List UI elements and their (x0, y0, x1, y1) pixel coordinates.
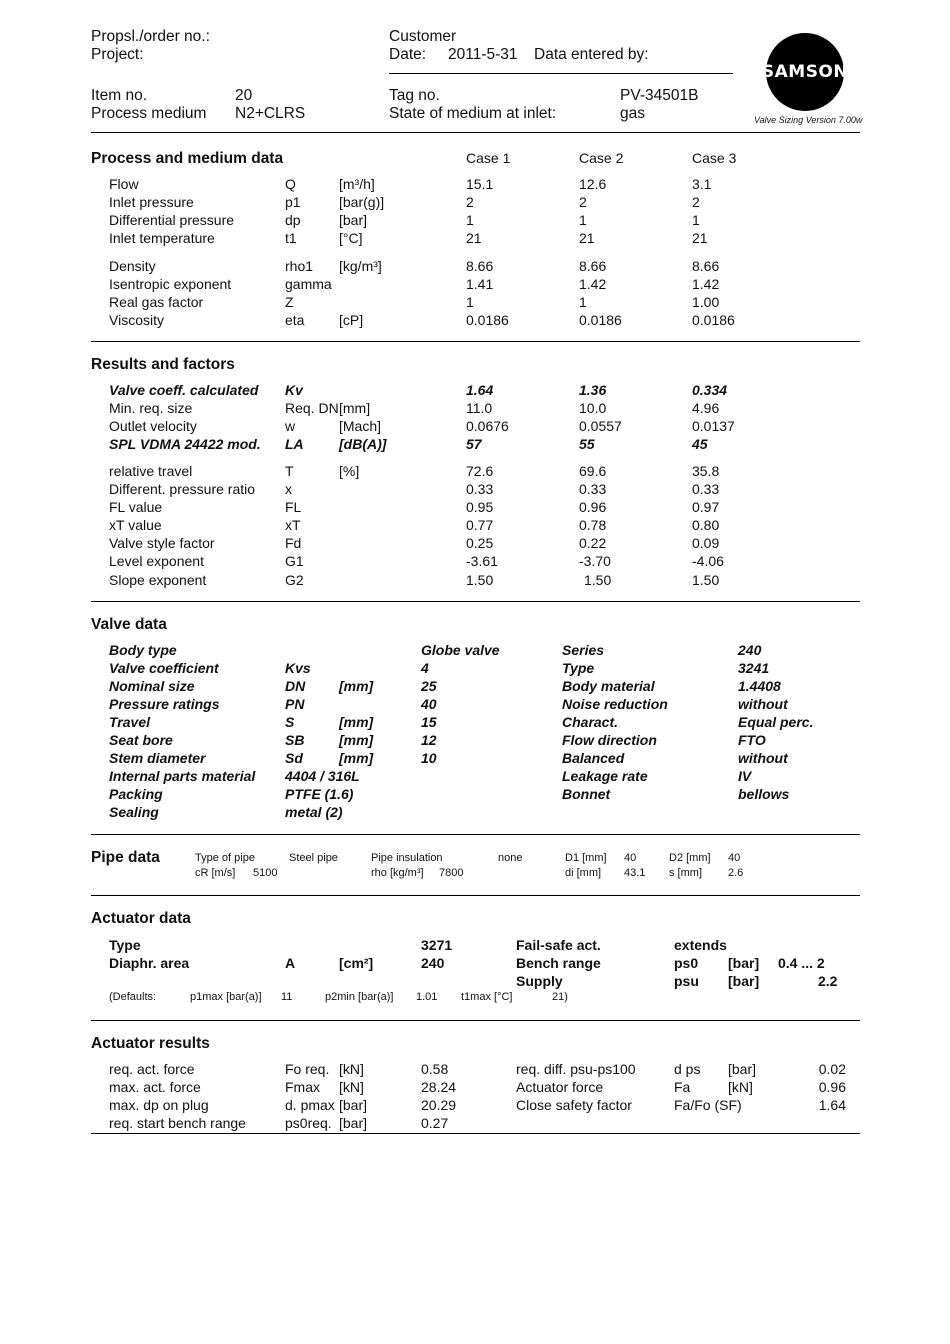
results-row-value: 0.22 (579, 535, 607, 551)
results-row-unit: [dB(A)] (339, 436, 387, 452)
divider (91, 132, 860, 133)
process-row-name: Differential pressure (109, 212, 235, 228)
process-row-unit: [°C] (339, 230, 363, 246)
results-row-value: 0.0137 (692, 418, 735, 434)
results-row-value: 1.64 (466, 382, 494, 398)
process-row-value: 0.0186 (579, 312, 622, 328)
process-row-value: 21 (466, 230, 482, 246)
valve-row-symbol: PTFE (1.6) (285, 786, 354, 802)
results-row-value: 4.96 (692, 400, 720, 416)
process-row-symbol: rho1 (285, 258, 314, 274)
results-row-symbol: G1 (285, 553, 304, 569)
results-row-symbol: T (285, 463, 294, 479)
process-row-value: 2 (579, 194, 587, 210)
valve-spec-value: 3241 (738, 660, 770, 676)
valve-spec-value: 1.4408 (738, 678, 781, 694)
process-row-name: Inlet pressure (109, 194, 194, 210)
valve-row-value: Globe valve (421, 642, 500, 658)
actuator-result-unit: [bar] (339, 1097, 368, 1113)
pipe-rho-label: rho [kg/m³] (371, 867, 424, 879)
supply-symbol: psu (674, 973, 699, 989)
process-row-value: 1.41 (466, 276, 494, 292)
actuator-result-symbol: Fmax (285, 1079, 320, 1095)
results-row-value: -3.70 (579, 553, 611, 569)
process-row-value: 8.66 (466, 258, 494, 274)
pipe-insulation-label: Pipe insulation (371, 852, 443, 864)
process-row-name: Isentropic exponent (109, 276, 232, 292)
pipe-cr-label: cR [m/s] (195, 867, 236, 879)
results-row-symbol: w (285, 418, 296, 434)
case-2-header: Case 2 (579, 150, 624, 166)
process-row-symbol: dp (285, 212, 301, 228)
results-row-symbol: Kv (285, 382, 303, 398)
pipe-d1-value: 40 (624, 852, 637, 864)
results-row-value: 0.95 (466, 499, 494, 515)
supply-unit: [bar] (728, 973, 760, 989)
actuator-result-symbol: Fo req. (285, 1061, 330, 1077)
pipe-insulation-value: none (498, 852, 523, 864)
process-row-unit: [m³/h] (339, 176, 375, 192)
results-row-value: 1.50 (584, 572, 612, 588)
results-row-value: 35.8 (692, 463, 720, 479)
process-row-value: 21 (579, 230, 595, 246)
results-row-unit: [Mach] (339, 418, 382, 434)
process-row-value: 8.66 (692, 258, 720, 274)
process-row-name: Inlet temperature (109, 230, 215, 246)
process-row-unit: [bar(g)] (339, 194, 385, 210)
results-row-symbol: xT (285, 517, 301, 533)
process-row-name: Flow (109, 176, 139, 192)
process-row-value: 0.0186 (692, 312, 735, 328)
valve-spec-value: without (738, 750, 788, 766)
pipe-rho-value: 7800 (439, 867, 464, 879)
date-label: Date: (389, 46, 427, 63)
results-row-value: 1.36 (579, 382, 607, 398)
results-row-value: 1.50 (466, 572, 494, 588)
process-row-value: 2 (466, 194, 474, 210)
valve-row-symbol: Kvs (285, 660, 311, 676)
process-row-symbol: Z (285, 294, 294, 310)
valve-row-symbol: 4404 / 316L (285, 768, 360, 784)
results-row-symbol: G2 (285, 572, 304, 588)
actuator-result-name: req. start bench range (109, 1115, 246, 1131)
results-row-value: 0.0557 (579, 418, 622, 434)
valve-row-symbol: SB (285, 732, 305, 748)
valve-row-name: Nominal size (109, 678, 195, 694)
actuator-result-unit: [bar] (728, 1061, 757, 1077)
results-row-name: Slope exponent (109, 572, 207, 588)
supply-value: 2.2 (818, 973, 838, 989)
valve-row-unit: [mm] (339, 678, 374, 694)
valve-spec-name: Series (562, 642, 605, 658)
results-row-value: 0.33 (692, 481, 720, 497)
valve-title: Valve data (91, 616, 167, 633)
tag-label: Tag no. (389, 87, 440, 104)
valve-row-value: 40 (421, 696, 437, 712)
actuator-type-label: Type (109, 937, 141, 953)
results-row-symbol: Req. DN (285, 400, 339, 416)
process-row-symbol: p1 (285, 194, 301, 210)
results-row-unit: [mm] (339, 400, 371, 416)
valve-row-value: 4 (421, 660, 429, 676)
actuator-result-name: Actuator force (516, 1079, 604, 1095)
valve-row-symbol: S (285, 714, 295, 730)
project-label: Project: (91, 46, 144, 63)
results-row-name: Level exponent (109, 553, 204, 569)
process-row-value: 21 (692, 230, 708, 246)
diaphragm-area-label: Diaphr. area (109, 955, 190, 971)
valve-row-value: 12 (421, 732, 437, 748)
results-row-unit: [%] (339, 463, 360, 479)
process-row-name: Viscosity (109, 312, 164, 328)
results-row-name: xT value (109, 517, 162, 533)
results-row-name: SPL VDMA 24422 mod. (109, 436, 261, 452)
item-value: 20 (235, 87, 253, 104)
actuator-result-symbol: d ps (674, 1061, 701, 1077)
actuator-result-value: 0.96 (818, 1079, 846, 1095)
results-row-value: 10.0 (579, 400, 607, 416)
process-row-value: 1 (579, 212, 587, 228)
results-row-name: Valve style factor (109, 535, 215, 551)
valve-row-name: Valve coefficient (109, 660, 219, 676)
results-row-name: Min. req. size (109, 400, 193, 416)
samson-logo: SAMSON (766, 33, 844, 111)
actuator-result-symbol: d. pmax (285, 1097, 335, 1113)
header-divider (389, 73, 733, 74)
valve-row-unit: [mm] (339, 714, 374, 730)
case-1-header: Case 1 (466, 150, 511, 166)
valve-row-unit: [mm] (339, 732, 374, 748)
process-row-value: 3.1 (692, 176, 712, 192)
process-row-value: 15.1 (466, 176, 494, 192)
actuator-result-value: 0.27 (421, 1115, 449, 1131)
pipe-type-value: Steel pipe (289, 852, 338, 864)
process-row-name: Density (109, 258, 156, 274)
pipe-di-label: di [mm] (565, 867, 602, 879)
results-row-value: 0.96 (579, 499, 607, 515)
valve-spec-name: Charact. (562, 714, 619, 730)
process-row-value: 1 (466, 212, 474, 228)
divider (91, 341, 860, 342)
valve-row-name: Packing (109, 786, 163, 802)
process-row-value: 1 (692, 212, 700, 228)
valve-spec-value: Equal perc. (738, 714, 814, 730)
valve-spec-value: 240 (738, 642, 762, 658)
results-row-name: FL value (109, 499, 163, 515)
results-row-value: 0.33 (579, 481, 607, 497)
process-row-unit: [bar] (339, 212, 368, 228)
medium-label: Process medium (91, 105, 207, 122)
valve-row-value: 25 (421, 678, 437, 694)
results-row-value: 45 (692, 436, 708, 452)
results-row-name: Valve coeff. calculated (109, 382, 259, 398)
valve-row-name: Sealing (109, 804, 159, 820)
valve-row-name: Internal parts material (109, 768, 256, 784)
bench-range-symbol: ps0 (674, 955, 699, 971)
process-row-value: 0.0186 (466, 312, 509, 328)
diaphragm-area-symbol: A (285, 955, 296, 971)
process-row-symbol: t1 (285, 230, 297, 246)
divider (91, 601, 860, 602)
pipe-s-value: 2.6 (728, 867, 744, 879)
results-row-value: 0.334 (692, 382, 728, 398)
actuator-result-name: Close safety factor (516, 1097, 632, 1113)
state-value: gas (620, 105, 645, 122)
results-row-name: Different. pressure ratio (109, 481, 256, 497)
actuator-result-symbol: ps0req. (285, 1115, 332, 1131)
bench-range-value: 0.4 ... 2 (778, 955, 825, 971)
actuator-result-value: 28.24 (421, 1079, 457, 1095)
process-row-value: 2 (692, 194, 700, 210)
process-row-symbol: gamma (285, 276, 332, 292)
failsafe-value: extends (674, 937, 727, 953)
process-row-value: 12.6 (579, 176, 607, 192)
bench-range-unit: [bar] (728, 955, 760, 971)
pipe-d1-label: D1 [mm] (565, 852, 607, 864)
results-row-value: 0.78 (579, 517, 607, 533)
actuator-result-unit: [kN] (728, 1079, 753, 1095)
results-row-value: -3.61 (466, 553, 498, 569)
state-label: State of medium at inlet: (389, 105, 557, 122)
process-row-value: 1.00 (692, 294, 720, 310)
actuator-result-value: 0.58 (421, 1061, 449, 1077)
results-row-symbol: LA (285, 436, 304, 452)
medium-value: N2+CLRS (235, 105, 306, 122)
item-label: Item no. (91, 87, 147, 104)
results-row-name: Outlet velocity (109, 418, 197, 434)
pipe-d2-label: D2 [mm] (669, 852, 711, 864)
customer-label: Customer (389, 28, 457, 45)
actuator-result-symbol: Fa (674, 1079, 691, 1095)
date-value: 2011-5-31 (448, 46, 518, 63)
version-text: Valve Sizing Version 7.00w (754, 115, 863, 125)
results-row-value: 0.0676 (466, 418, 509, 434)
results-row-value: -4.06 (692, 553, 724, 569)
actuator-title: Actuator data (91, 910, 191, 927)
t1max-value: 21) (552, 991, 568, 1003)
actuator-result-symbol: Fa/Fo (SF) (674, 1097, 742, 1113)
results-row-symbol: x (285, 481, 292, 497)
actuator-result-name: req. act. force (109, 1061, 195, 1077)
results-row-value: 0.80 (692, 517, 720, 533)
valve-row-symbol: DN (285, 678, 306, 694)
valve-spec-name: Bonnet (562, 786, 611, 802)
results-row-name: relative travel (109, 463, 193, 479)
valve-spec-value: without (738, 696, 788, 712)
process-row-unit: [cP] (339, 312, 364, 328)
valve-spec-name: Type (562, 660, 595, 676)
entered-by-label: Data entered by: (534, 46, 649, 63)
actuator-result-unit: [kN] (339, 1079, 364, 1095)
actuator-result-value: 0.02 (818, 1061, 846, 1077)
pipe-d2-value: 40 (728, 852, 741, 864)
divider (91, 1133, 860, 1134)
results-row-value: 55 (579, 436, 595, 452)
actuator-type-value: 3271 (421, 937, 453, 953)
process-row-value: 1.42 (579, 276, 607, 292)
results-row-value: 0.09 (692, 535, 720, 551)
valve-spec-name: Body material (562, 678, 655, 694)
pipe-cr-value: 5100 (253, 867, 278, 879)
process-title: Process and medium data (91, 150, 284, 167)
valve-spec-value: bellows (738, 786, 790, 802)
pipe-di-value: 43.1 (624, 867, 646, 879)
results-row-value: 0.33 (466, 481, 494, 497)
p1max-value: 11 (281, 991, 293, 1003)
process-row-name: Real gas factor (109, 294, 204, 310)
results-title: Results and factors (91, 356, 235, 373)
order-label: Propsl./order no.: (91, 28, 210, 45)
results-row-value: 69.6 (579, 463, 607, 479)
process-row-value: 1 (579, 294, 587, 310)
diaphragm-area-value: 240 (421, 955, 445, 971)
results-row-value: 0.77 (466, 517, 494, 533)
actuator-result-unit: [bar] (339, 1115, 368, 1131)
valve-row-name: Stem diameter (109, 750, 206, 766)
valve-row-value: 15 (421, 714, 437, 730)
actuator-results-title: Actuator results (91, 1035, 210, 1052)
results-row-symbol: Fd (285, 535, 302, 551)
valve-row-name: Travel (109, 714, 150, 730)
results-row-value: 0.25 (466, 535, 494, 551)
process-row-symbol: Q (285, 176, 296, 192)
p1max-label: p1max [bar(a)] (190, 991, 262, 1003)
pipe-type-label: Type of pipe (195, 852, 255, 864)
valve-spec-name: Leakage rate (562, 768, 648, 784)
valve-spec-value: FTO (738, 732, 766, 748)
failsafe-label: Fail-safe act. (516, 937, 601, 953)
pipe-s-label: s [mm] (669, 867, 702, 879)
process-row-unit: [kg/m³] (339, 258, 382, 274)
process-row-value: 1.42 (692, 276, 720, 292)
defaults-label: (Defaults: (109, 991, 157, 1003)
p2min-value: 1.01 (416, 991, 438, 1003)
valve-row-name: Seat bore (109, 732, 173, 748)
t1max-label: t1max [°C] (461, 991, 513, 1003)
diaphragm-area-unit: [cm²] (339, 955, 374, 971)
bench-range-label: Bench range (516, 955, 601, 971)
divider (91, 834, 860, 835)
actuator-result-name: max. dp on plug (109, 1097, 209, 1113)
valve-spec-value: IV (738, 768, 752, 784)
results-row-symbol: FL (285, 499, 302, 515)
process-row-value: 1 (466, 294, 474, 310)
process-row-symbol: eta (285, 312, 305, 328)
valve-spec-name: Balanced (562, 750, 625, 766)
actuator-result-value: 20.29 (421, 1097, 457, 1113)
pipe-title: Pipe data (91, 849, 160, 866)
valve-row-symbol: Sd (285, 750, 303, 766)
results-row-value: 57 (466, 436, 482, 452)
valve-spec-name: Flow direction (562, 732, 657, 748)
valve-row-symbol: metal (2) (285, 804, 343, 820)
process-row-value: 8.66 (579, 258, 607, 274)
results-row-value: 11.0 (466, 400, 493, 416)
results-row-value: 0.97 (692, 499, 720, 515)
valve-row-value: 10 (421, 750, 437, 766)
actuator-result-name: req. diff. psu-ps100 (516, 1061, 636, 1077)
divider (91, 895, 860, 896)
results-row-value: 72.6 (466, 463, 494, 479)
valve-row-symbol: PN (285, 696, 305, 712)
case-3-header: Case 3 (692, 150, 737, 166)
actuator-result-value: 1.64 (818, 1097, 846, 1113)
tag-value: PV-34501B (620, 87, 699, 104)
valve-row-name: Pressure ratings (109, 696, 220, 712)
supply-label: Supply (516, 973, 563, 989)
valve-row-name: Body type (109, 642, 177, 658)
valve-row-unit: [mm] (339, 750, 374, 766)
actuator-result-unit: [kN] (339, 1061, 364, 1077)
results-row-value: 1.50 (692, 572, 720, 588)
valve-spec-name: Noise reduction (562, 696, 668, 712)
divider (91, 1020, 860, 1021)
actuator-result-name: max. act. force (109, 1079, 201, 1095)
p2min-label: p2min [bar(a)] (325, 991, 394, 1003)
